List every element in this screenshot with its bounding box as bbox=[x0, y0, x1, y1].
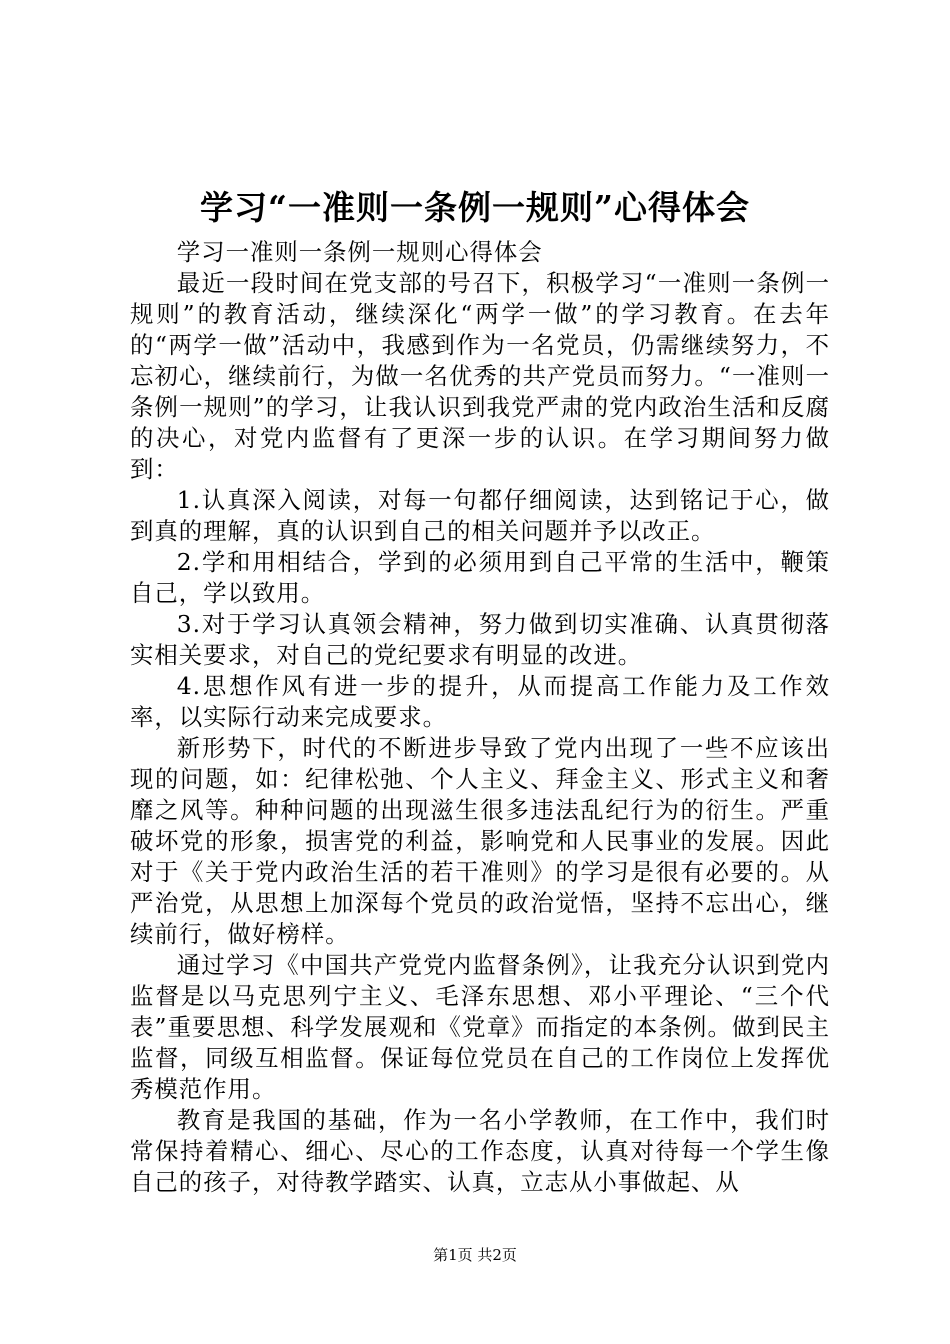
document-body bbox=[130, 237, 830, 1198]
paragraph-item-3: 3.对于学习认真领会精神，努力做到切实准确、认真贯彻落实相关要求，对自己的党纪要求有明显的改进。 bbox=[130, 610, 830, 669]
paragraph-subtitle: 学习一准则一条例一规则心得体会 bbox=[176, 238, 543, 266]
document-title: 学习“一准则一条例一规则”心得体会 bbox=[200, 188, 750, 227]
paragraph-new-situation: 新形势下，时代的不断进步导致了党内出现了一些不应该出现的问题，如：纪律松弛、个人主义、拜金主义、形式主义和奢靡之风等。种种问题的出现滋生很多违法乱纪行为的衍生。严重破坏党的形象，损害党的利益，影响党和人民事业的发展。因此对于《关于党内政治生活的若干准则》的学习是很有必要的。从严治党，从思想上加深每个党员的政治觉悟，坚持不忘出心，继续前行，做好榜样。 bbox=[130, 734, 830, 948]
paragraph-supervision: 通过学习《中国共产党党内监督条例》，让我充分认识到党内监督是以马克思列宁主义、毛泽东思想、邓小平理论、“三个代表”重要思想、科学发展观和《党章》而指定的本条例。做到民主监督，同级互相监督。保证每位党员在自己的工作岗位上发挥优秀模范作用。 bbox=[130, 951, 830, 1103]
paragraph-intro: 最近一段时间在党支部的号召下，积极学习“一准则一条例一规则”的教育活动，继续深化“两学一做”的学习教育。在去年的“两学一做”活动中，我感到作为一名党员，仍需继续努力，不忘初心，继续前行，为做一名优秀的共产党员而努力。“一准则一条例一规则”的学习，让我认识到我党严肃的党内政治生活和反腐的决心，对党内监督有了更深一步的认识。在学习期间努力做到： bbox=[130, 269, 830, 483]
paragraph-education: 教育是我国的基础，作为一名小学教师，在工作中，我们时常保持着精心、细心、尽心的工作态度，认真对待每一个学生像自己的孩子，对待教学踏实、认真，立志从小事做起、从 bbox=[130, 1106, 830, 1196]
paragraph-item-4: 4.思想作风有进一步的提升，从而提高工作能力及工作效率，以实际行动来完成要求。 bbox=[130, 672, 830, 731]
paragraph-item-1: 1.认真深入阅读，对每一句都仔细阅读，达到铭记于心，做到真的理解，真的认识到自己的相关问题并予以改正。 bbox=[130, 486, 830, 545]
paragraph-item-2: 2.学和用相结合，学到的必须用到自己平常的生活中，鞭策自己，学以致用。 bbox=[130, 548, 830, 607]
page-number: 第1页 共2页 bbox=[433, 1246, 517, 1264]
